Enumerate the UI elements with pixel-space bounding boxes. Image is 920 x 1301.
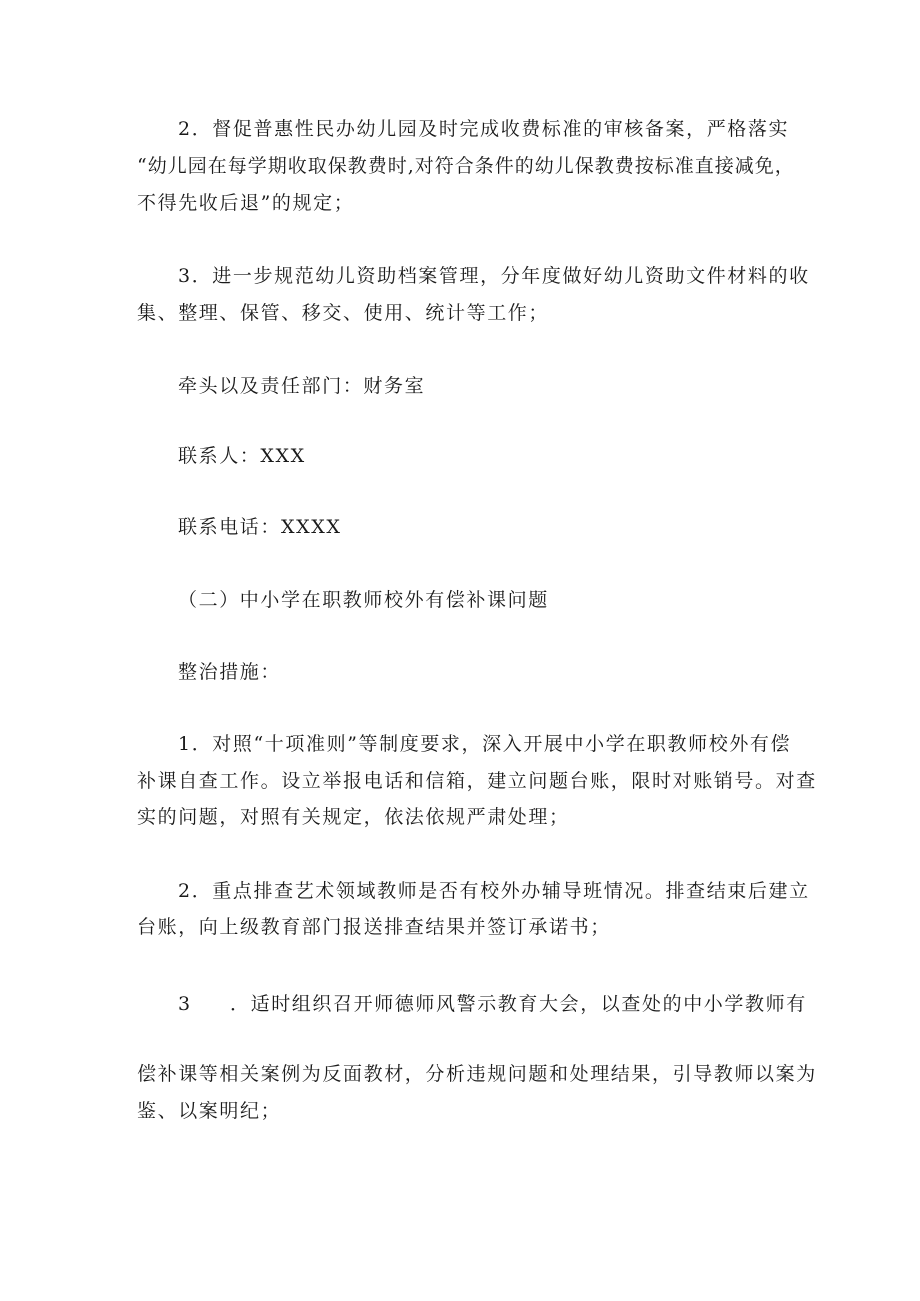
measure-1-line-1: 1．对照“十项准则”等制度要求，深入开展中小学在职教师校外有偿 — [178, 733, 792, 755]
measure-3-line-2: 偿补课等相关案例为反面教材，分析违规问题和处理结果，引导教师以案为 — [137, 1063, 817, 1085]
measure-3-line-3: 鉴、以案明纪； — [137, 1100, 282, 1122]
measure-3-text: ．适时组织召开师德师风警示教育大会，以查处的中小学教师有 — [230, 993, 807, 1015]
measure-3-line-1 — [178, 995, 807, 1014]
measure-2-line-2: 台账，向上级教育部门报送排查结果并签订承诺书； — [137, 916, 611, 938]
item-3-line-1: 3．进一步规范幼儿资助档案管理，分年度做好幼儿资助文件材料的收 — [178, 265, 810, 287]
measures-label: 整治措施： — [178, 661, 282, 683]
contact-person: 联系人：XXX — [178, 445, 306, 467]
measure-3-number: 3 — [178, 993, 192, 1015]
item-2-line-1: 2．督促普惠性民办幼儿园及时完成收费标准的审核备案，严格落实 — [178, 118, 790, 140]
measure-1-line-3: 实的问题，对照有关规定，依法依规严肃处理； — [137, 806, 570, 828]
item-2-line-3: 不得先收后退”的规定； — [137, 192, 355, 214]
item-3-line-2: 集、整理、保管、移交、使用、统计等工作； — [137, 302, 550, 324]
item-2-line-2: “幼儿园在每学期收取保教费时,对符合条件的幼儿保教费按标准直接减免， — [137, 155, 795, 177]
lead-department: 牵头以及责任部门：财务室 — [178, 375, 426, 397]
section-heading: （二）中小学在职教师校外有偿补课问题 — [178, 589, 549, 611]
measure-1-line-2: 补课自查工作。设立举报电话和信箱，建立问题台账，限时对账销号。对查 — [137, 770, 817, 792]
measure-2-line-1: 2．重点排查艺术领域教师是否有校外办辅导班情况。排查结束后建立 — [178, 880, 810, 902]
contact-phone: 联系电话：XXXX — [178, 516, 342, 538]
